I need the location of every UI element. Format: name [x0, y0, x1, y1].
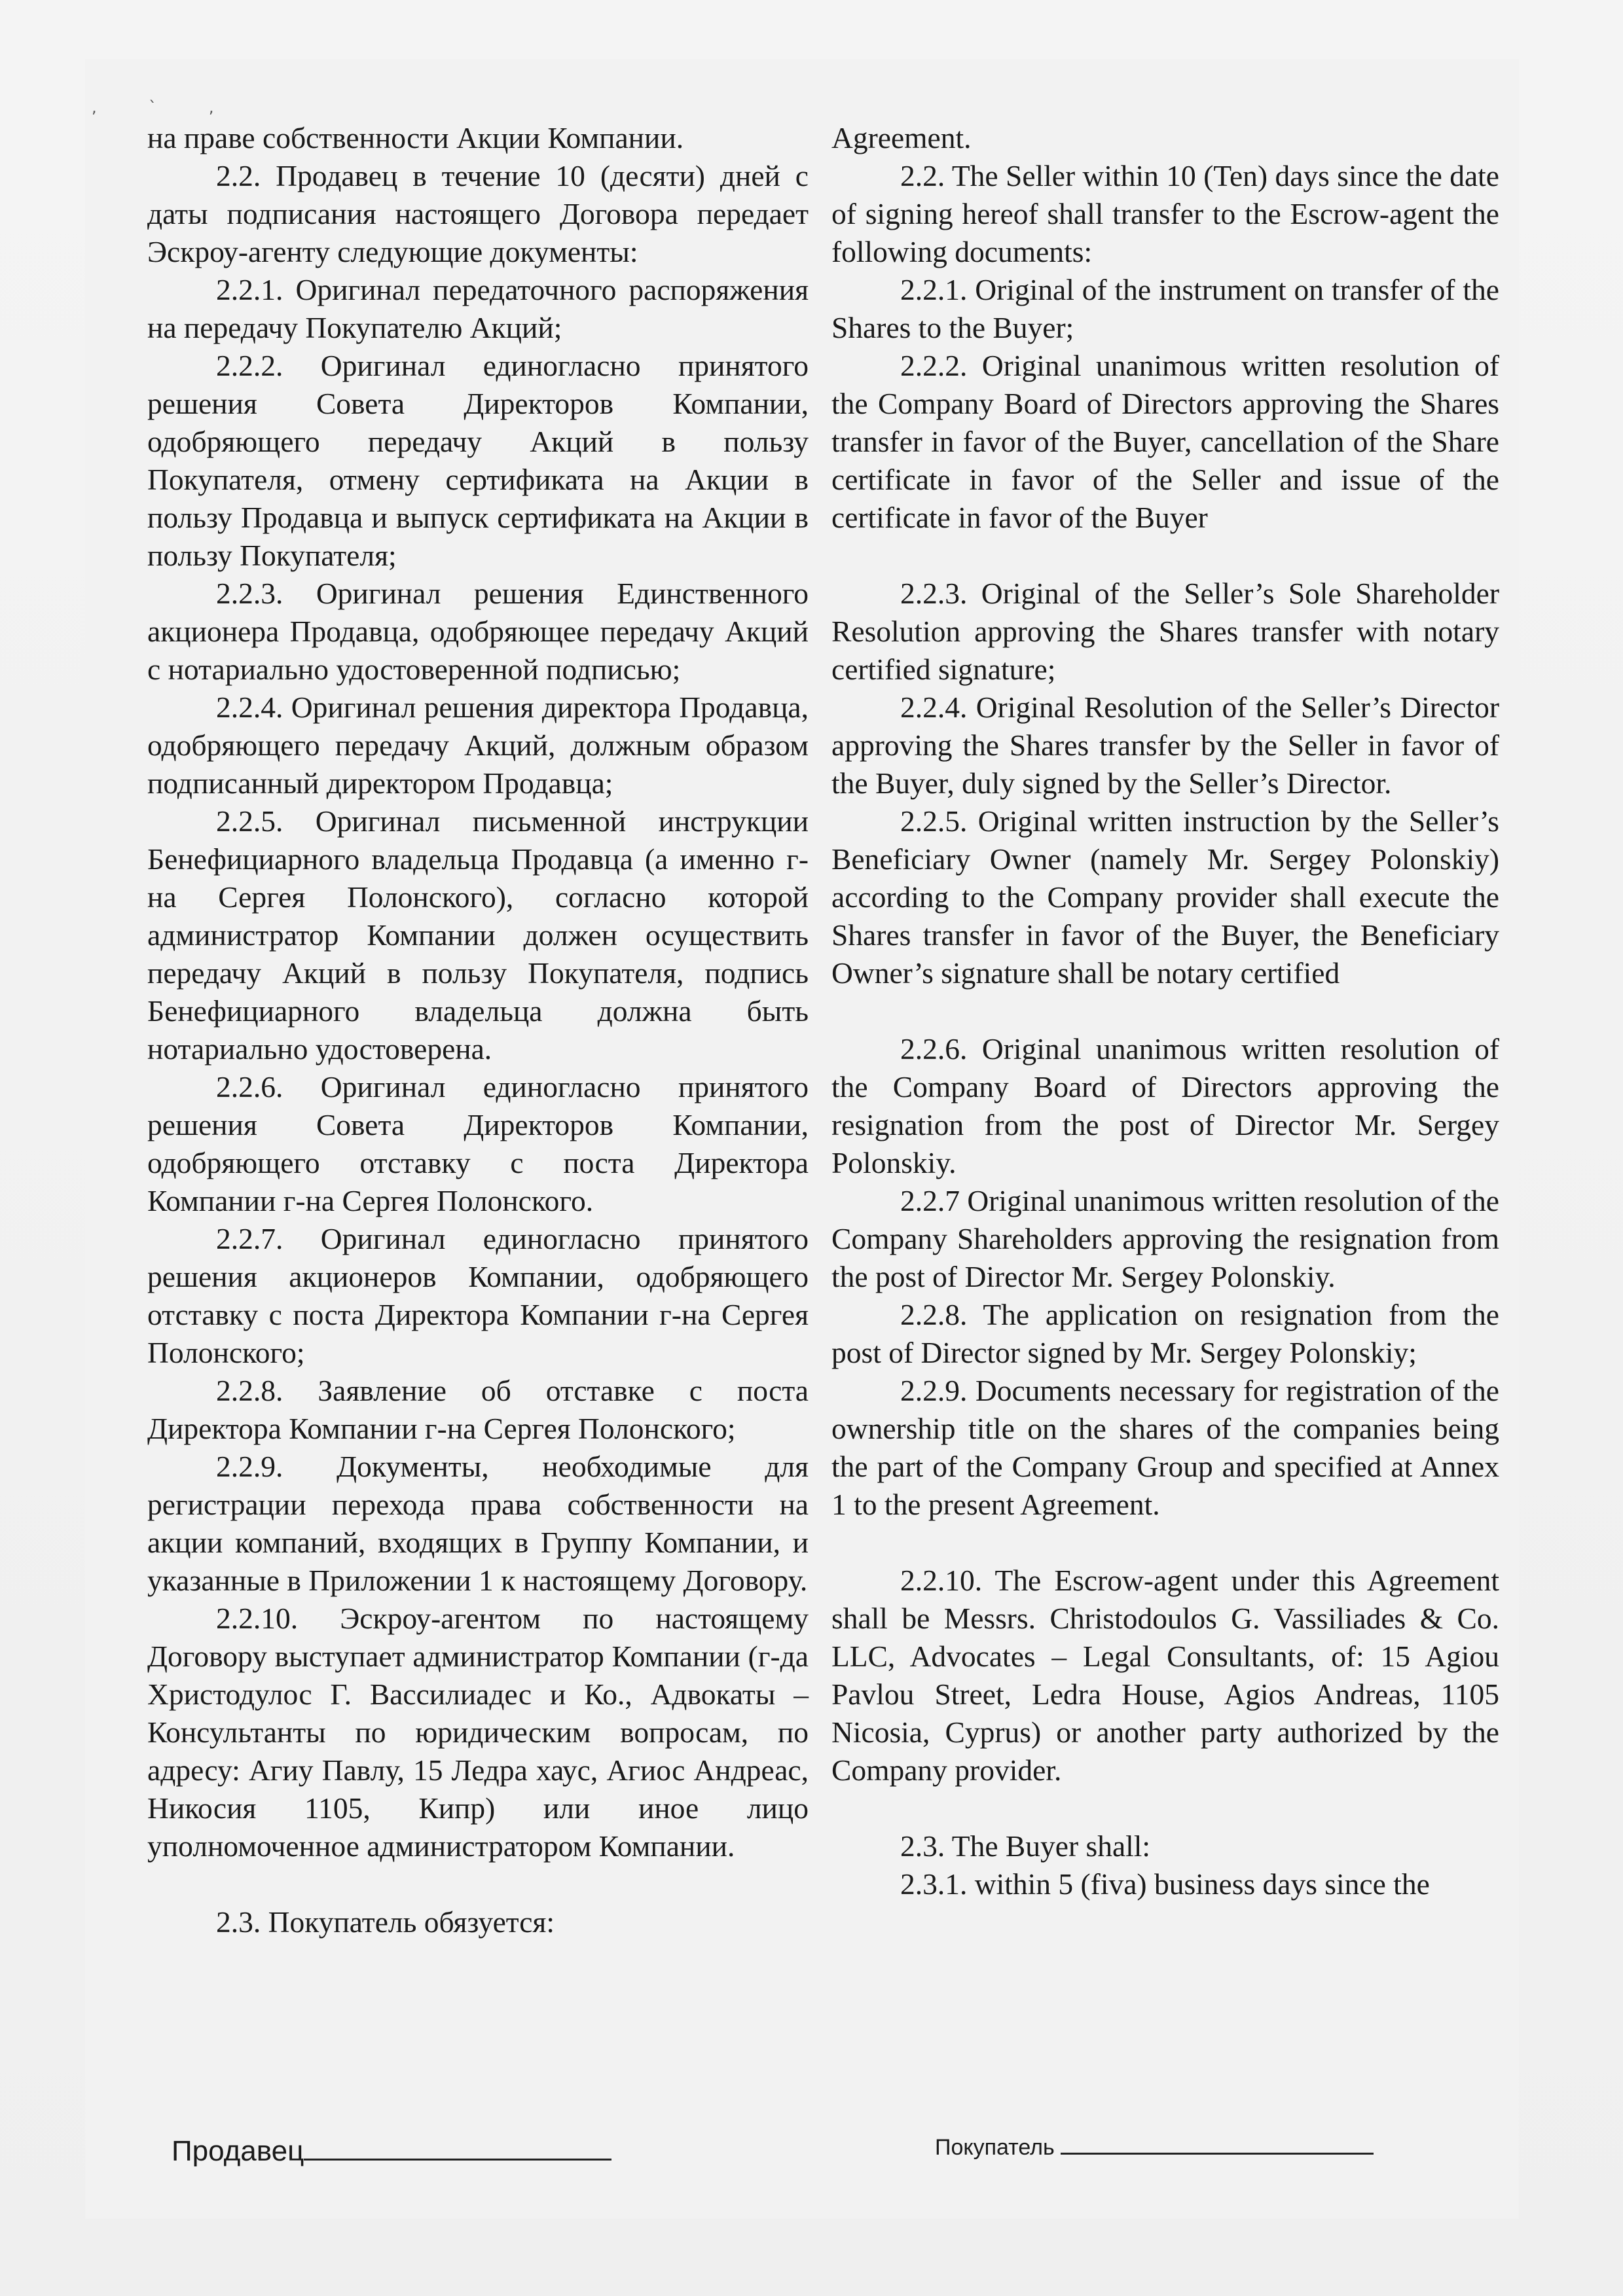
right-paragraph: 2.2. The Seller within 10 (Ten) days since the date of signing hereof shall transfer to the Escrow-agent the following documents: — [831, 159, 1499, 268]
left-paragraph: 2.2.9. Документы, необходимые для регистрации перехода права собственности на акции компаний, входящих в Группу Компании, и указанные в Приложении 1 к настоящему Договору. — [147, 1450, 809, 1597]
right-paragraph: 2.2.9. Documents necessary for registration of the ownership title on the shares of the companies being the part of the Company Group and specified at Annex 1 to the present Agreement. — [831, 1374, 1499, 1521]
right-paragraph: 2.2.2. Original unanimous written resolution of the Company Board of Directors approving the Shares transfer in favor of the Buyer, cancellation of the Share certificate in favor of the Seller and issue of the certificate in favor of the Buyer — [831, 349, 1499, 534]
right-paragraph: 2.2.10. The Escrow-agent under this Agreement shall be Messrs. Christodoulos G. Vassiliades & Co. LLC, Advocates – Legal Consultants, of: 15 Agiou Pavlou Street, Ledra House, Agios Andreas, 1105 Nicosia, Cyprus) or another party authorized by the Company provider. — [831, 1564, 1499, 1787]
seller-label: Продавец — [172, 2135, 304, 2167]
left-paragraph: 2.2.6. Оригинал единогласно принятого решения Совета Директоров Компании, одобряющего отставку с поста Директора Компании г-на Сергея Полонского. — [147, 1070, 809, 1217]
buyer-label: Покупатель — [935, 2135, 1055, 2160]
left-paragraph: 2.3. Покупатель обязуется: — [216, 1905, 555, 1939]
right-paragraph: 2.3.1. within 5 (fiva) business days since the — [900, 1867, 1430, 1901]
left-paragraph: 2.2.10. Эскроу-агентом по настоящему Договору выступает администратор Компании (г-да Христодулос Г. Вассилиадес и Ко., Адвокаты – Консультанты по юридическим вопросам, по адресу: Агиу Павлу, 15 Ледра хаус, Агиос Андреас, Никосия 1105, Кипр) или иное лицо уполномоченное администратором Компании. — [147, 1602, 809, 1863]
left-paragraph: 2.2.2. Оригинал единогласно принятого решения Совета Директоров Компании, одобряющего передачу Акций в пользу Покупателя, отмену сертификата на Акции в пользу Продавца и выпуск сертификата на Акции в пользу Покупателя; — [147, 349, 809, 572]
right-paragraph: 2.2.1. Original of the instrument on transfer of the Shares to the Buyer; — [831, 273, 1499, 344]
left-paragraph: 2.2.7. Оригинал единогласно принятого решения акционеров Компании, одобряющего отставку с поста Директора Компании г-на Сергея Полонского; — [147, 1222, 809, 1369]
left-paragraph: на праве собственности Акции Компании. — [147, 121, 684, 154]
right-paragraph: 2.2.6. Original unanimous written resolution of the Company Board of Directors approving the resignation from the post of Director Mr. Sergey Polonskiy. — [831, 1032, 1499, 1179]
left-paragraph: 2.2.3. Оригинал решения Единственного акционера Продавца, одобряющее передачу Акций с нотариально удостоверенной подписью; — [147, 577, 809, 686]
left-paragraph: 2.2.8. Заявление об отставке с поста Директора Компании г-на Сергея Полонского; — [147, 1374, 809, 1445]
left-paragraph: 2.2.5. Оригинал письменной инструкции Бенефициарного владельца Продавца (а именно г-на Сергея Полонского), согласно которой администратор Компании должен осуществить передачу Акций в пользу Покупателя, подпись Бенефициарного владельца должна быть нотариально удостоверена. — [147, 804, 809, 1066]
right-paragraph: 2.2.4. Original Resolution of the Seller’s Director approving the Shares transfer by the Seller in favor of the Buyer, duly signed by the Seller’s Director. — [831, 691, 1499, 800]
left-paragraph: 2.2. Продавец в течение 10 (десяти) дней с даты подписания настоящего Договора передает Эскроу-агенту следующие документы: — [147, 159, 809, 268]
scan-specks: , ` , — [92, 98, 238, 117]
russian-column — [147, 119, 809, 1941]
left-paragraph: 2.2.1. Оригинал передаточного распоряжения на передачу Покупателю Акций; — [147, 273, 809, 344]
right-paragraph: 2.2.8. The application on resignation from the post of Director signed by Mr. Sergey Polonskiy; — [831, 1298, 1499, 1369]
seller-signature-line — [172, 2135, 611, 2168]
right-paragraph: 2.2.3. Original of the Seller’s Sole Shareholder Resolution approving the Shares transfer with notary certified signature; — [831, 577, 1499, 686]
right-paragraph: 2.2.5. Original written instruction by the Seller’s Beneficiary Owner (namely Mr. Sergey Polonskiy) according to the Company provider shall execute the Shares transfer in favor of the Buyer, the Beneficiary Owner’s signature shall be notary certified — [831, 804, 1499, 990]
left-paragraph: 2.2.4. Оригинал решения директора Продавца, одобряющего передачу Акций, должным образом подписанный директором Продавца; — [147, 691, 809, 800]
right-paragraph: 2.2.7 Original unanimous written resolution of the Company Shareholders approving the resignation from the post of Director Mr. Sergey Polonskiy. — [831, 1184, 1499, 1293]
buyer-signature-line — [935, 2135, 1374, 2161]
english-column — [831, 119, 1499, 1903]
right-paragraph: Agreement. — [831, 121, 972, 154]
buyer-sign-underline — [1061, 2151, 1374, 2155]
seller-sign-underline — [304, 2157, 611, 2161]
right-paragraph: 2.3. The Buyer shall: — [900, 1829, 1151, 1863]
